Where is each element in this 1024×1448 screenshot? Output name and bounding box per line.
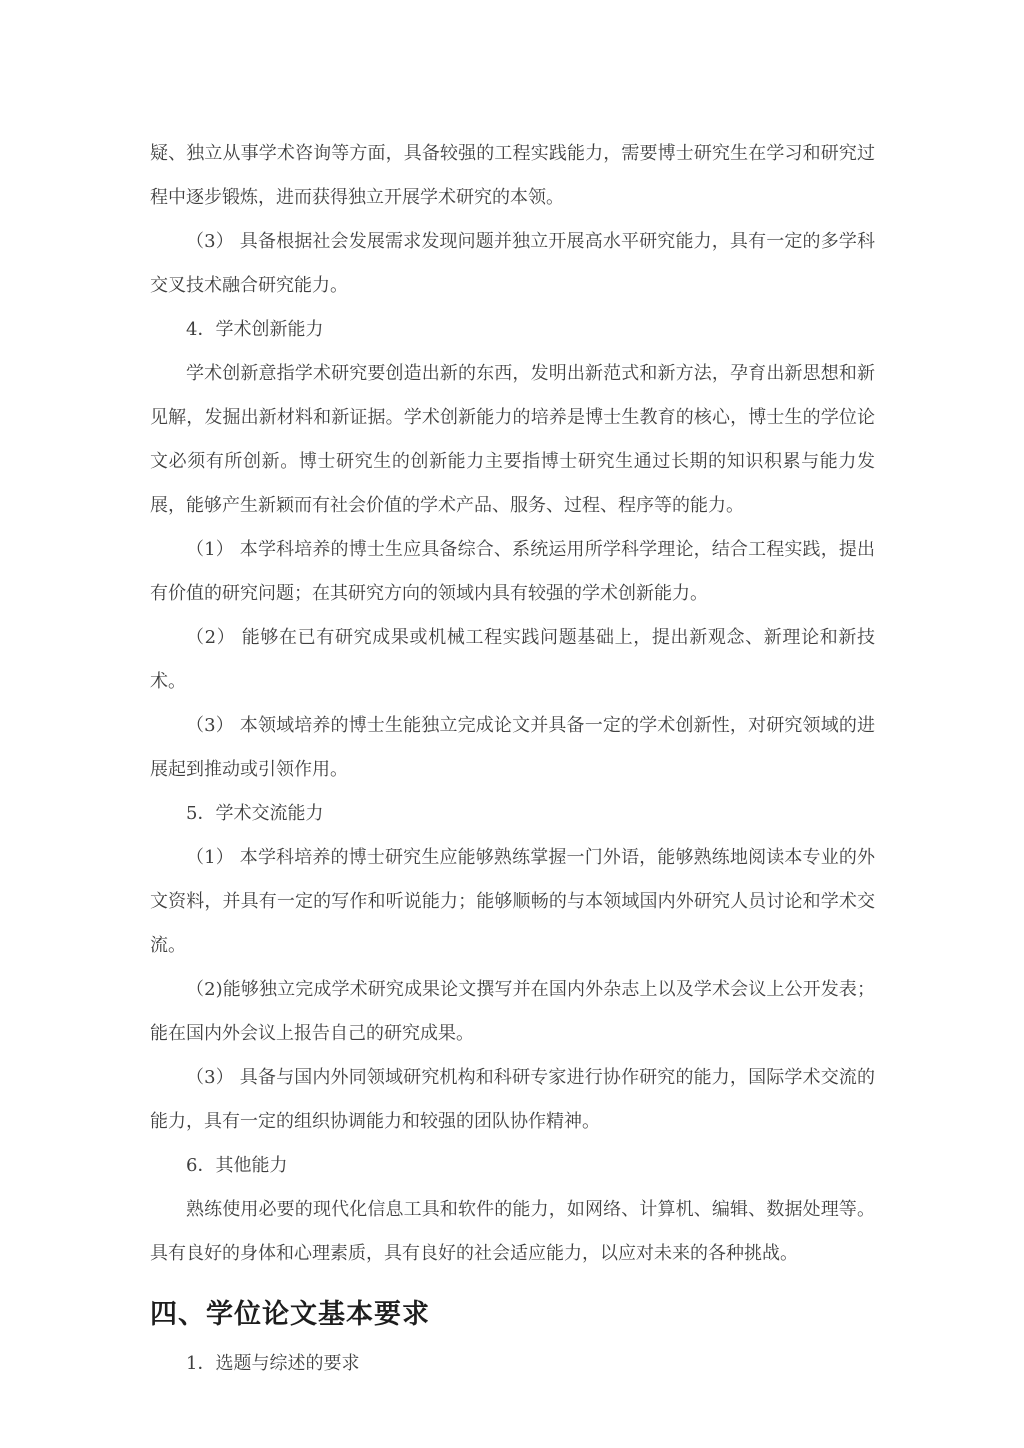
body-paragraph-innovation-intro: 学术创新意指学术研究要创造出新的东西，发明出新范式和新方法，孕育出新思想和新见解，发掘出新材料和新证据。学术创新能力的培养是博士生教育的核心，博士生的学位论文必须有所创新。博士研究生的创新能力主要指博士研究生通过长期的知识积累与能力发展，能够产生新颖而有社会价值的学术产品、服务、过程、程序等的能力。 <box>150 363 875 516</box>
section-heading-dissertation-requirements: 四、学位论文基本要求 <box>150 1299 430 1330</box>
numbered-item-innovation-1: （1） 本学科培养的博士生应具备综合、系统运用所学科学理论，结合工程实践，提出有价值的研究问题；在其研究方向的领域内具有较强的学术创新能力。 <box>150 539 875 604</box>
numbered-item-innovation-3: （3） 本领域培养的博士生能独立完成论文并具备一定的学术创新性，对研究领域的进展起到推动或引领作用。 <box>150 715 875 780</box>
numbered-item-exchange-3: （3） 具备与国内外同领域研究机构和科研专家进行协作研究的能力，国际学术交流的能力，具有一定的组织协调能力和较强的团队协作精神。 <box>150 1067 875 1132</box>
body-paragraph-continuation: 疑、独立从事学术咨询等方面，具备较强的工程实践能力，需要博士研究生在学习和研究过程中逐步锻炼，进而获得独立开展学术研究的本领。 <box>150 143 875 208</box>
numbered-item-3-multidisciplinary: （3） 具备根据社会发展需求发现问题并独立开展高水平研究能力，具有一定的多学科交叉技术融合研究能力。 <box>150 231 875 296</box>
subsection-title-5-academic-exchange: 5．学术交流能力 <box>186 803 324 824</box>
body-paragraph-other-abilities: 熟练使用必要的现代化信息工具和软件的能力，如网络、计算机、编辑、数据处理等。具有良好的身体和心理素质，具有良好的社会适应能力，以应对未来的各种挑战。 <box>150 1199 875 1264</box>
subsection-title-4-academic-innovation: 4．学术创新能力 <box>186 319 324 340</box>
numbered-item-innovation-2: （2） 能够在已有研究成果或机械工程实践问题基础上，提出新观念、新理论和新技术。 <box>150 627 875 692</box>
subsection-title-1-topic-selection: 1．选题与综述的要求 <box>186 1353 360 1374</box>
subsection-title-6-other-abilities: 6．其他能力 <box>186 1155 288 1176</box>
numbered-item-exchange-2: （2)能够独立完成学术研究成果论文撰写并在国内外杂志上以及学术会议上公开发表；能在国内外会议上报告自己的研究成果。 <box>150 979 875 1044</box>
numbered-item-exchange-1: （1） 本学科培养的博士研究生应能够熟练掌握一门外语，能够熟练地阅读本专业的外文资料，并具有一定的写作和听说能力；能够顺畅的与本领域国内外研究人员讨论和学术交流。 <box>150 847 875 956</box>
